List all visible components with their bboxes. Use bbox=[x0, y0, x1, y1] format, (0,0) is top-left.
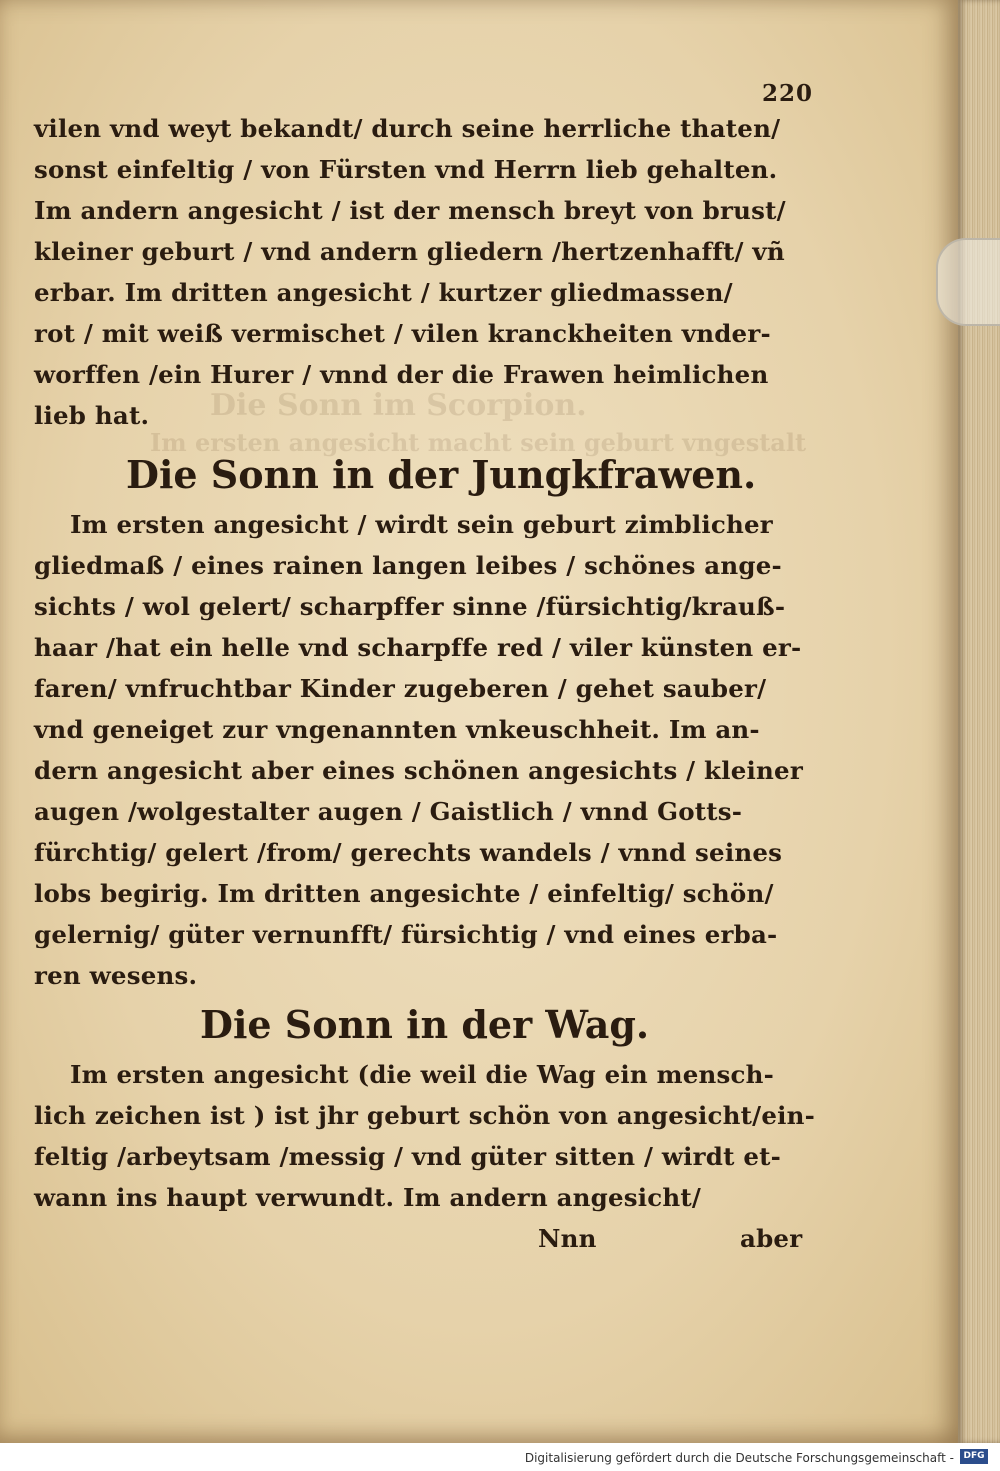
text-line: gliedmaß / eines rainen langen leibes / schönes ange- bbox=[34, 551, 782, 580]
text-line: kleiner geburt / vnd andern gliedern /hertzenhafft/ vñ bbox=[34, 237, 785, 266]
bleed-through-line: Im ersten angesicht macht sein geburt vngestalt bbox=[150, 428, 807, 457]
signature-mark: Nnn bbox=[538, 1224, 597, 1253]
bleed-through-heading: Die Sonn im Scorpion. bbox=[210, 388, 587, 423]
page-number: 220 bbox=[762, 80, 814, 107]
text-line: lieb hat. bbox=[34, 401, 150, 430]
catchword: aber bbox=[740, 1224, 803, 1253]
text-line: ren wesens. bbox=[34, 961, 198, 990]
text-line: wann ins haupt verwundt. Im andern angesicht/ bbox=[34, 1183, 702, 1212]
text-line: sonst einfeltig / von Fürsten vnd Herrn lieb gehalten. bbox=[34, 155, 778, 184]
bookmark-clip bbox=[936, 238, 1000, 326]
text-line: Im ersten angesicht / wirdt sein geburt zimblicher bbox=[70, 510, 773, 539]
text-line: fürchtig/ gelert /from/ gerechts wandels / vnnd seines bbox=[34, 838, 783, 867]
text-line: gelernig/ güter vernunfft/ fürsichtig / vnd eines erba- bbox=[34, 920, 778, 949]
dfg-logo-icon: DFG bbox=[960, 1449, 988, 1464]
text-line: worffen /ein Hurer / vnnd der die Frawen heimlichen bbox=[34, 360, 769, 389]
section-heading: Die Sonn in der Jungkfrawen. bbox=[126, 452, 757, 497]
text-line: haar /hat ein helle vnd scharpffe red / viler künsten er- bbox=[34, 633, 802, 662]
text-line: sichts / wol gelert/ scharpffer sinne /fürsichtig/krauß- bbox=[34, 592, 786, 621]
text-line: Im ersten angesicht (die weil die Wag ein mensch- bbox=[70, 1060, 775, 1089]
text-line: dern angesicht aber eines schönen angesichts / kleiner bbox=[34, 756, 803, 785]
page-edges bbox=[958, 0, 1000, 1443]
text-line: vnd geneiget zur vngenannten vnkeuschheit. Im an- bbox=[34, 715, 760, 744]
section-heading: Die Sonn in der Wag. bbox=[200, 1002, 650, 1047]
text-line: lich zeichen ist ) ist jhr geburt schön von angesicht/ein- bbox=[34, 1101, 815, 1130]
text-line: Im andern angesicht / ist der mensch breyt von brust/ bbox=[34, 196, 786, 225]
text-line: feltig /arbeytsam /messig / vnd güter sitten / wirdt et- bbox=[34, 1142, 782, 1171]
text-line: rot / mit weiß vermischet / vilen kranckheiten vnder- bbox=[34, 319, 771, 348]
text-line: augen /wolgestalter augen / Gaistlich / vnnd Gotts- bbox=[34, 797, 743, 826]
footer-credit: Digitalisierung gefördert durch die Deutsche Forschungsgemeinschaft - bbox=[524, 1451, 954, 1465]
text-line: lobs begirig. Im dritten angesichte / einfeltig/ schön/ bbox=[34, 879, 774, 908]
text-line: vilen vnd weyt bekandt/ durch seine herrliche thaten/ bbox=[34, 114, 781, 143]
text-line: faren/ vnfruchtbar Kinder zugeberen / gehet sauber/ bbox=[34, 674, 767, 703]
footer-bar bbox=[0, 1443, 1000, 1471]
text-line: erbar. Im dritten angesicht / kurtzer gliedmassen/ bbox=[34, 278, 733, 307]
